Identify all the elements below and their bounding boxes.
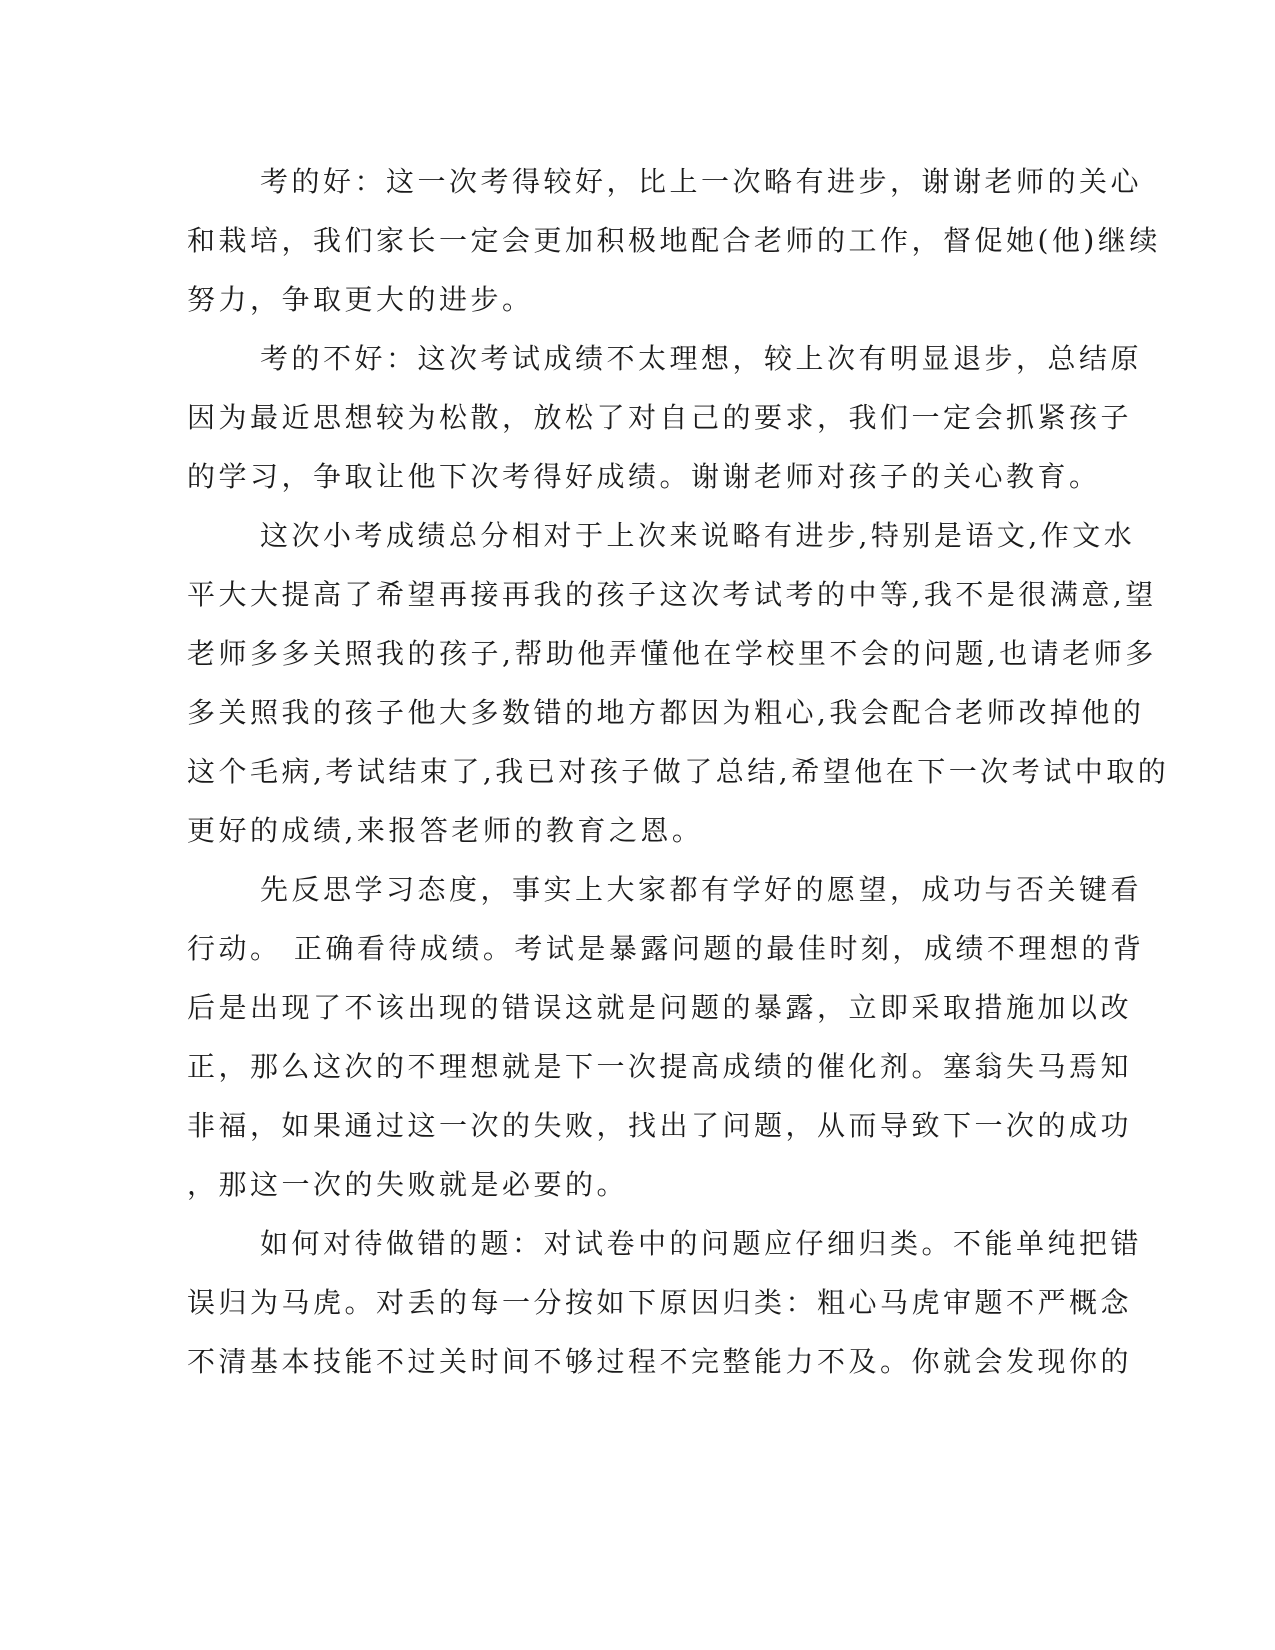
paragraph-line: 更好的成绩,来报答老师的教育之恩。: [187, 814, 704, 847]
paragraph-line: 非福，如果通过这一次的失败，找出了问题，从而导致下一次的成功: [187, 1109, 1133, 1142]
paragraph-line: 如何对待做错的题：对试卷中的问题应仔细归类。不能单纯把错: [260, 1227, 1143, 1260]
paragraph-quiz-progress: [187, 506, 1170, 860]
document-body: [187, 152, 1170, 1391]
paragraph-line: 考的不好：这次考试成绩不太理想，较上次有明显退步，总结原: [260, 342, 1143, 375]
paragraph-line: 不清基本技能不过关时间不够过程不完整能力不及。你就会发现你的: [187, 1345, 1133, 1378]
paragraph-line: 平大大提高了希望再接再我的孩子这次考试考的中等,我不是很满意,望: [187, 578, 1157, 611]
paragraph-exam-bad: [187, 329, 1143, 506]
paragraph-line: 误归为马虎。对丢的每一分按如下原因归类：粗心马虎审题不严概念: [187, 1286, 1133, 1319]
paragraph-line: 先反思学习态度，事实上大家都有学好的愿望，成功与否关键看: [260, 873, 1143, 906]
paragraph-line: 努力，争取更大的进步。: [187, 283, 534, 316]
paragraph-line: ，那这一次的失败就是必要的。: [187, 1168, 629, 1201]
paragraph-wrong-answers: [187, 1214, 1143, 1391]
paragraph-line: 因为最近思想较为松散，放松了对自己的要求，我们一定会抓紧孩子: [187, 401, 1133, 434]
paragraph-line: 多关照我的孩子他大多数错的地方都因为粗心,我会配合老师改掉他的: [187, 696, 1145, 729]
paragraph-line: 后是出现了不该出现的错误这就是问题的暴露，立即采取措施加以改: [187, 991, 1133, 1024]
paragraph-exam-good: [187, 152, 1161, 329]
paragraph-line: 这个毛病,考试结束了,我已对孩子做了总结,希望他在下一次考试中取的: [187, 755, 1170, 788]
paragraph-line: 考的好：这一次考得较好，比上一次略有进步，谢谢老师的关心: [260, 165, 1143, 198]
paragraph-line: 正，那么这次的不理想就是下一次提高成绩的催化剂。塞翁失马焉知: [187, 1050, 1133, 1083]
paragraph-line: 的学习，争取让他下次考得好成绩。谢谢老师对孩子的关心教育。: [187, 460, 1101, 493]
paragraph-line: 老师多多关照我的孩子,帮助他弄懂他在学校里不会的问题,也请老师多: [187, 637, 1157, 670]
paragraph-line: 行动。 正确看待成绩。考试是暴露问题的最佳时刻，成绩不理想的背: [187, 932, 1145, 965]
paragraph-line: 和栽培，我们家长一定会更加积极地配合老师的工作，督促她(他)继续: [187, 224, 1161, 257]
paragraph-line: 这次小考成绩总分相对于上次来说略有进步,特别是语文,作文水: [260, 519, 1136, 552]
paragraph-reflection: [187, 860, 1145, 1214]
